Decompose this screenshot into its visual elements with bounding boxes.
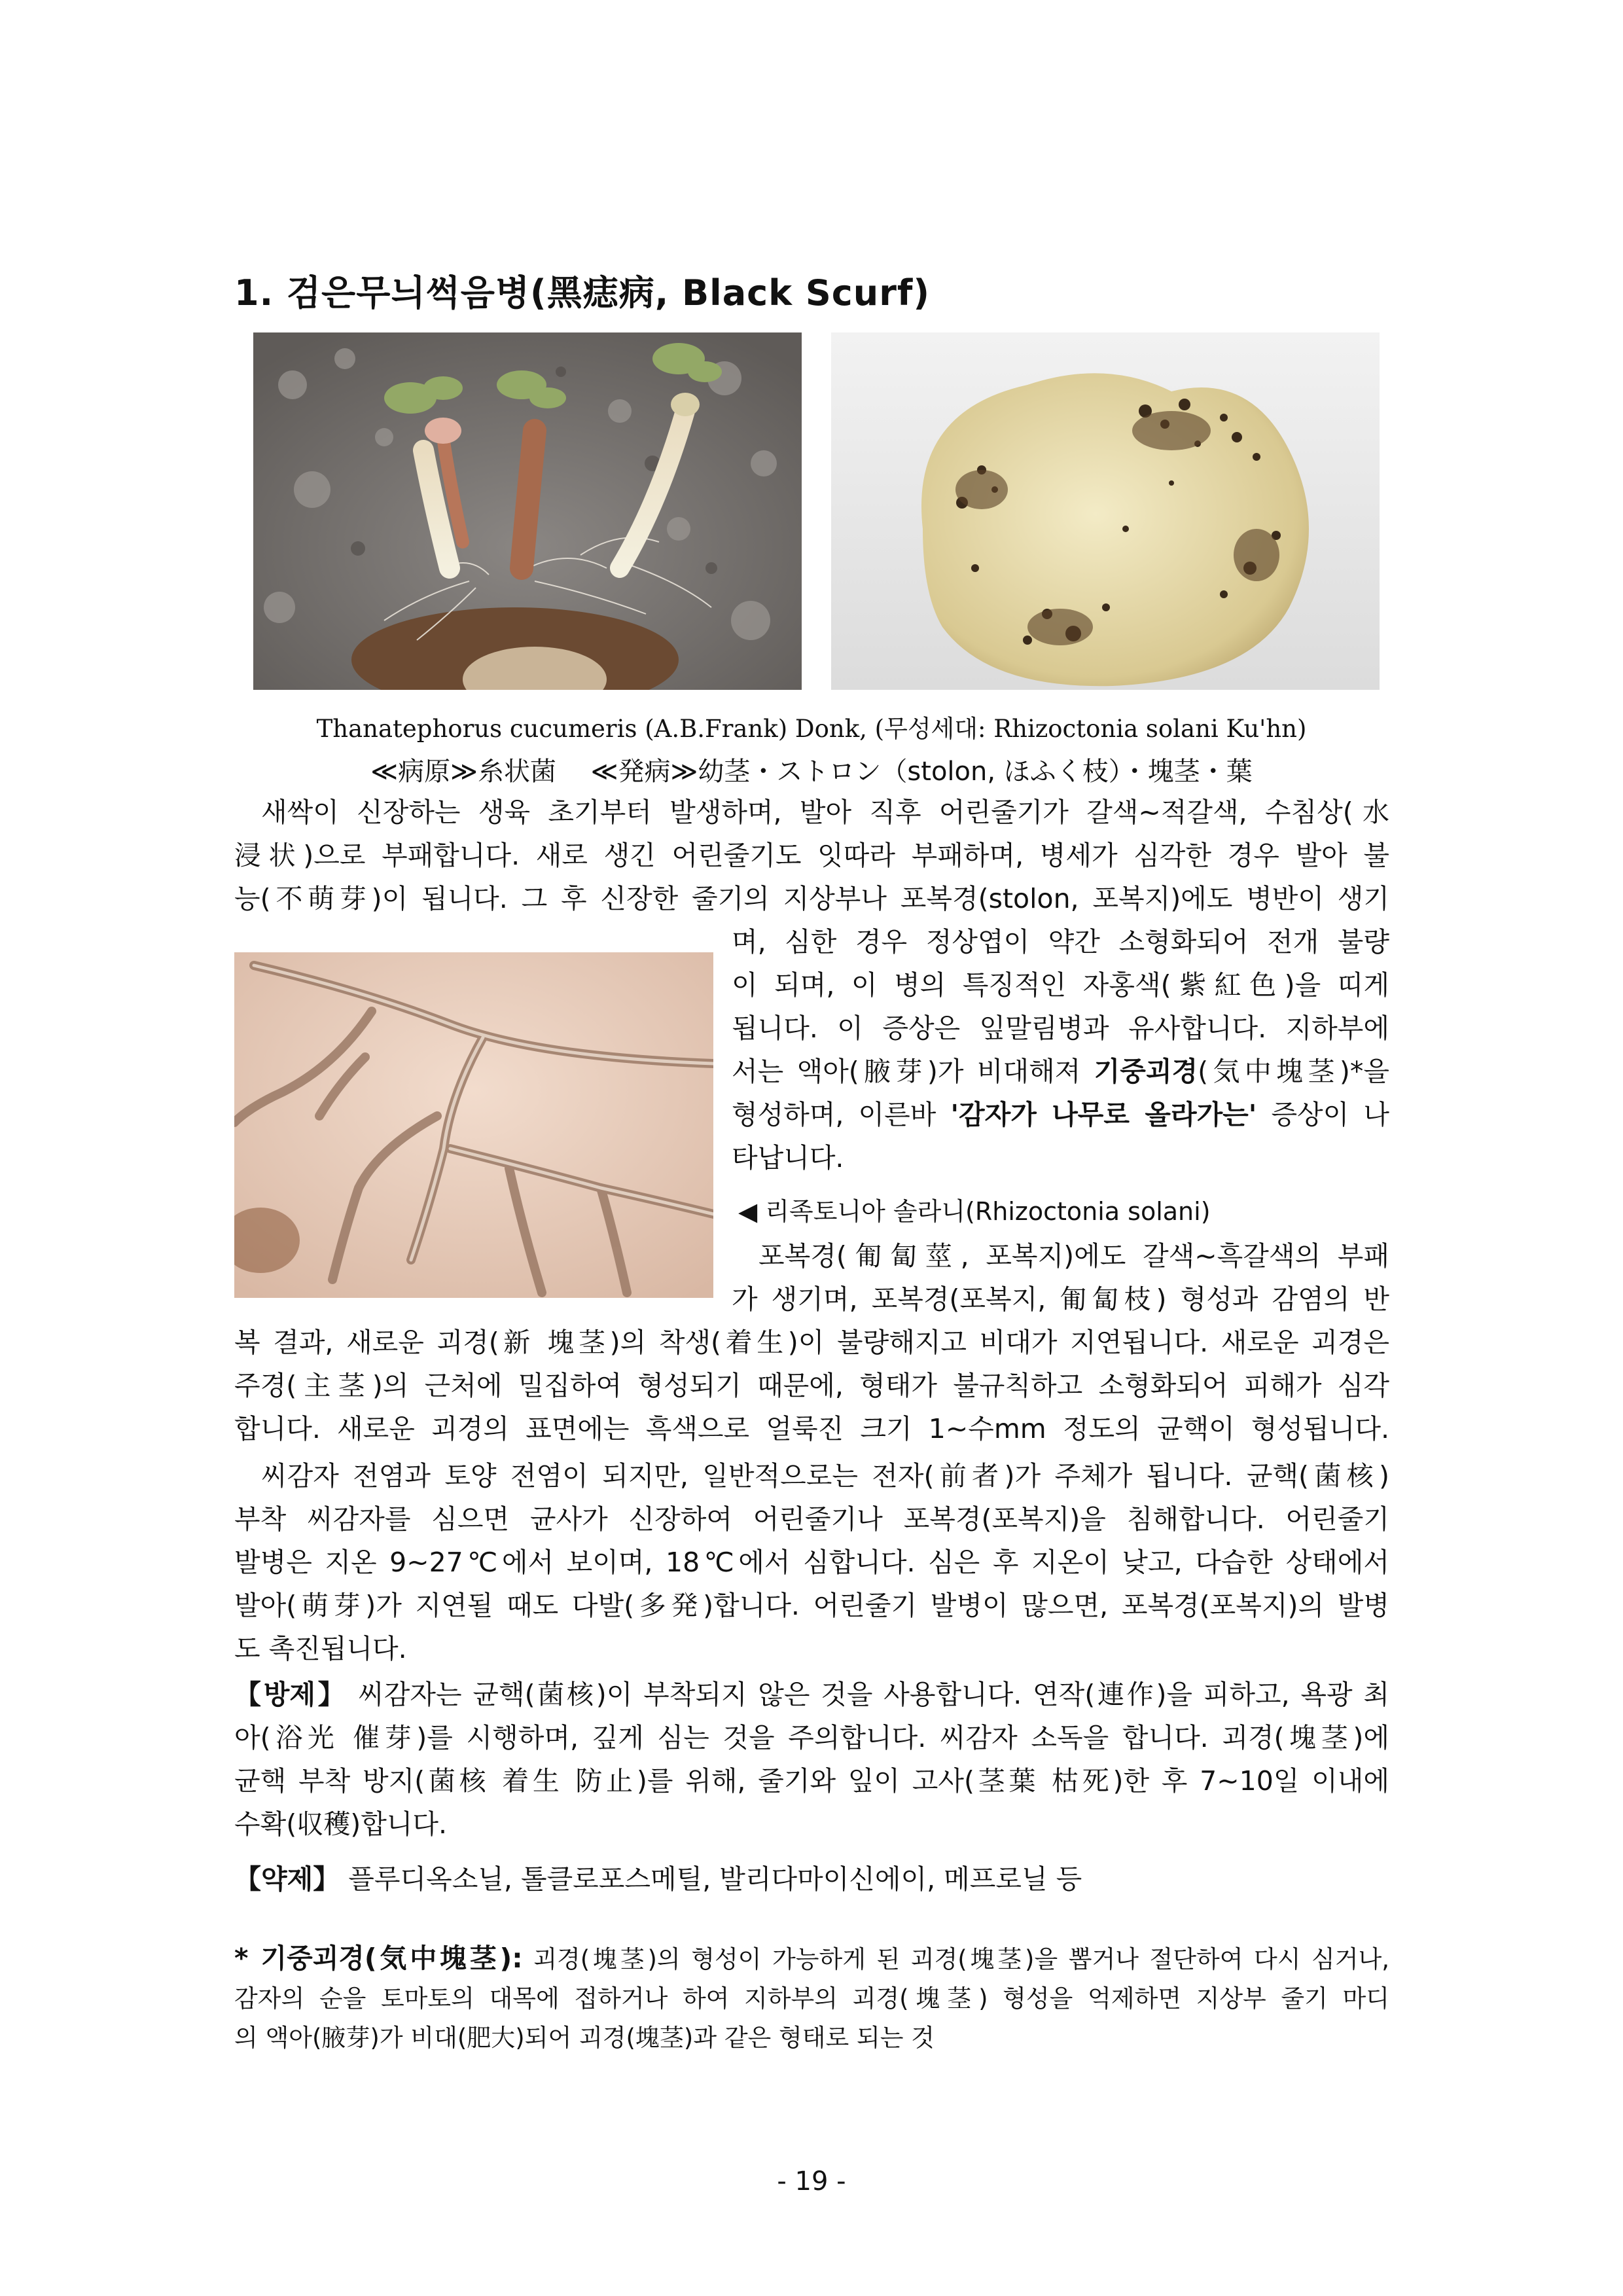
text-line: 포복경(匍匐莖, 포복지)에도 갈색~흑갈색의 부패 <box>758 1240 1389 1272</box>
microscope-photo <box>234 952 713 1298</box>
control-label: 【방제】 <box>234 1679 348 1710</box>
text-line: 부착 씨감자를 심으면 균사가 신장하여 어린줄기나 포복경(포복지)을 침해합니다. 어린줄기 <box>234 1503 1389 1535</box>
control-section <box>234 1673 1389 1846</box>
pathogen-caption: ≪病原≫糸状菌 ≪発病≫幼茎・ストロン（stolon, ほふく枝）・塊茎・葉 <box>370 757 1253 787</box>
text-line: 발아(萌芽)가 지연될 때도 다발(多発)합니다. 어린줄기 발병이 많으면, 포복경(포복지)의 발병 <box>234 1590 1389 1621</box>
text-line: 됩니다. 이 증상은 잎말림병과 유사합니다. 지하부에 <box>732 1013 1389 1044</box>
text-line <box>234 1939 1389 1979</box>
text-segment: 서는 액아(腋芽)가 비대해져 <box>732 1056 1081 1087</box>
text-line: 합니다. 새로운 괴경의 표면에는 흑색으로 얼룩진 크기 1~수mm 정도의 균핵이 형성됩니다. <box>234 1413 1389 1444</box>
scientific-name-caption: Thanatephorus cucumeris (A.B.Frank) Donk, (무성세대: Rhizoctonia solani Ku'hn) <box>316 715 1307 743</box>
bold-term: 기중괴경 <box>1094 1056 1198 1087</box>
text-line: 의 액아(腋芽)가 비대(肥大)되어 괴경(塊茎)과 같은 형태로 되는 것 <box>234 2024 935 2052</box>
text-segment: 씨감자는 균핵(菌核)이 부착되지 않은 것을 사용합니다. 연작(連作)을 피하고, 욕광 최 <box>358 1679 1389 1710</box>
text-line: 복 결과, 새로운 괴경(新 塊茎)의 착생(着生)이 불량해지고 비대가 지연됩니다. 새로운 괴경은 <box>234 1327 1389 1358</box>
text-segment: (気中塊茎)*을 <box>1198 1056 1389 1087</box>
text-line: 균핵 부착 방지(菌核 着生 防止)를 위해, 줄기와 잎이 고사(茎葉 枯死)한 후 7~10일 이내에 <box>234 1765 1389 1797</box>
text-line: 浸状)으로 부패합니다. 새로 생긴 어린줄기도 잇따라 부패하며, 병세가 심각한 경우 발아 불 <box>234 840 1389 871</box>
paragraph-1-top <box>234 791 1389 920</box>
paragraph-2-right <box>732 1234 1389 1321</box>
seedling-photo <box>253 332 802 690</box>
text-line: 수확(収穫)합니다. <box>234 1808 448 1840</box>
text-segment: 괴경(塊茎)의 형성이 가능하게 된 괴경(塊茎)을 뽑거나 절단하여 다시 심거나, <box>533 1945 1390 1973</box>
text-line <box>234 1673 1389 1716</box>
footnote-label: * 기중괴경(気中塊茎): <box>234 1943 523 1974</box>
chemicals-text: 플루디옥소닐, 톨클로포스메틸, 발리다마이신에이, 메프로닐 등 <box>348 1863 1082 1895</box>
text-line: 아(浴光 催芽)를 시행하며, 깊게 심는 것을 주의합니다. 씨감자 소독을 합니다. 괴경(塊茎)에 <box>234 1722 1389 1753</box>
text-segment: 증상이 나 <box>1271 1099 1389 1130</box>
chemicals-section <box>234 1857 1389 1901</box>
text-line: 주경(主茎)의 근처에 밀집하여 형성되기 때문에, 형태가 불규칙하고 소형화되어 피해가 심각 <box>234 1370 1389 1401</box>
chemicals-label: 【약제】 <box>234 1863 340 1895</box>
tuber-photo <box>831 332 1380 690</box>
text-line: 가 생기며, 포복경(포복지, 匍匐枝) 형성과 감염의 반 <box>732 1283 1389 1315</box>
text-line: 감자의 순을 토마토의 대목에 접하거나 하여 지하부의 괴경(塊茎) 형성을 억제하면 지상부 줄기 마디 <box>234 1984 1389 2013</box>
text-line: 능(不萌芽)이 됩니다. 그 후 신장한 줄기의 지상부나 포복경(stolon, 포복지)에도 병반이 생기 <box>234 883 1389 914</box>
text-line: 타납니다. <box>732 1142 844 1174</box>
text-line: 씨감자 전염과 토양 전염이 되지만, 일반적으로는 전자(前者)가 주체가 됩니다. 균핵(菌核) <box>261 1460 1389 1492</box>
footnote <box>234 1939 1389 2058</box>
text-line: 이 되며, 이 병의 특징적인 자홍색(紫紅色)을 띠게 <box>732 969 1389 1001</box>
paragraph-1-right <box>732 920 1389 1179</box>
text-line <box>732 1050 1389 1093</box>
text-line: 며, 심한 경우 정상엽이 약간 소형화되어 전개 불량 <box>732 926 1389 958</box>
bold-quote: '감자가 나무로 올라가는' <box>950 1099 1257 1130</box>
text-segment: 형성하며, 이른바 <box>732 1099 936 1130</box>
text-line <box>732 1093 1389 1136</box>
page-title: 1. 검은무늬썩음병(黑痣病, Black Scurf) <box>234 272 931 314</box>
text-line <box>234 1857 1389 1901</box>
paragraph-2-full <box>234 1321 1389 1450</box>
text-line: 새싹이 신장하는 생육 초기부터 발생하며, 발아 직후 어린줄기가 갈색~적갈색, 수침상(水 <box>261 797 1389 828</box>
paragraph-3 <box>234 1454 1389 1670</box>
text-line: 도 촉진됩니다. <box>234 1633 407 1664</box>
text-line: 발병은 지온 9~27℃에서 보이며, 18℃에서 심합니다. 심은 후 지온이 낮고, 다습한 상태에서 <box>234 1547 1389 1578</box>
figure-caption: ◀ 리족토니아 솔라니(Rhizoctonia solani) <box>738 1197 1211 1226</box>
page-number: - 19 - <box>777 2166 846 2197</box>
